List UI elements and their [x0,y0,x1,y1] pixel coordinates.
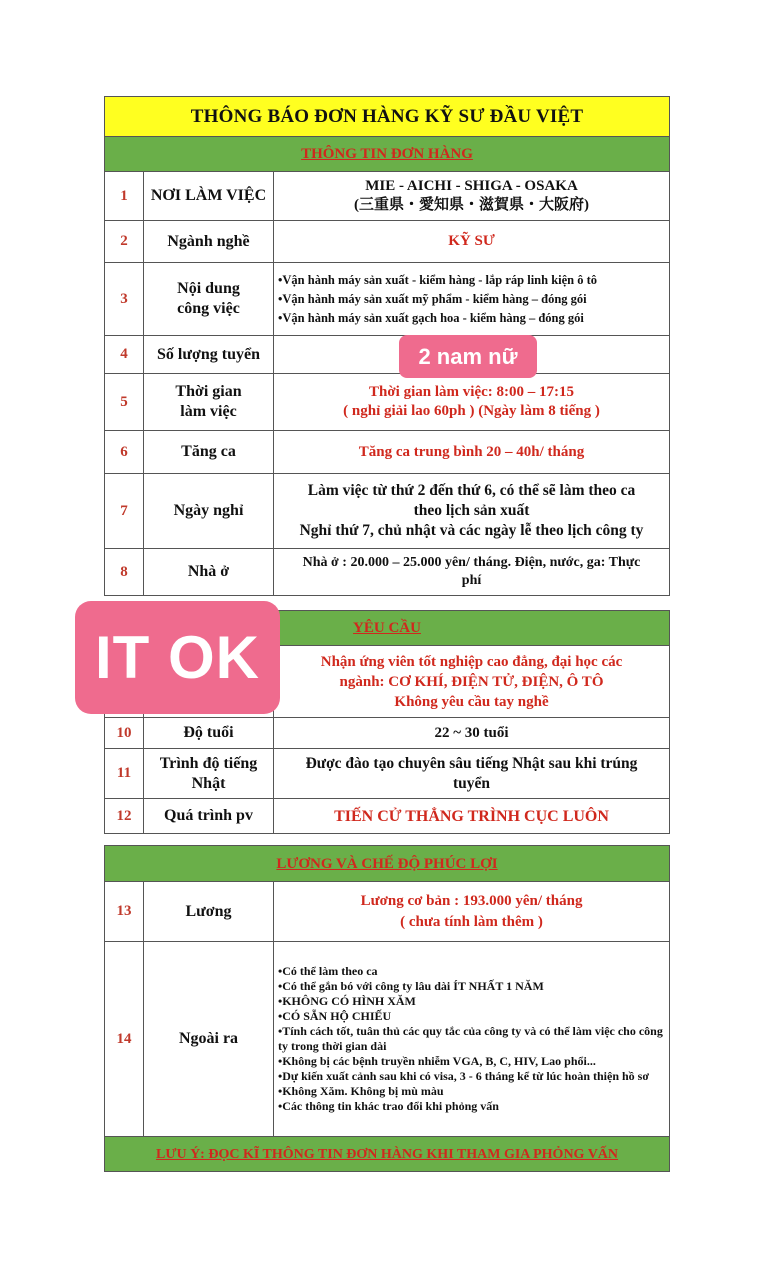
salary-note: ( chưa tính làm thêm ) [400,913,543,930]
job-field-value: KỸ SƯ [274,221,670,263]
table-row [105,749,670,799]
list-item: • Có thể làm theo ca [278,964,665,979]
japanese-level-line: Được đào tạo chuyên sâu tiếng Nhật sau khi trúng [305,754,638,772]
row-label-line: Thời gian [175,383,242,400]
row-label [144,374,274,431]
list-item: • Tính cách tốt, tuân thủ các quy tắc của công ty và có thể làm việc cho công ty trong thời gian dài [278,1024,665,1054]
days-off-line: Làm việc từ thứ 2 đến thứ 6, có thể sẽ làm theo ca [307,482,636,499]
row-label: Quá trình pv [144,799,274,834]
row-number: 1 [105,172,144,221]
order-info-table [104,96,669,596]
row-number: 6 [105,431,144,474]
list-item: • Không Xăm. Không bị mù màu [278,1084,665,1099]
table-row [105,942,670,1137]
row-label: Độ tuổi [144,718,274,749]
list-item: • KHÔNG CÓ HÌNH XĂM [278,994,665,1009]
base-salary: Lương cơ bản : 193.000 yên/ tháng [360,892,583,909]
row-label: NƠI LÀM VIỆC [144,172,274,221]
row-number: 12 [105,799,144,834]
table-row [105,336,670,374]
work-hours: Thời gian làm việc: 8:00 – 17:15 [369,384,574,400]
days-off-line: Nghỉ thứ 7, chủ nhật và các ngày lễ theo lịch công ty [299,522,644,539]
table-row [105,882,670,942]
days-off-line: theo lịch sản xuất [413,502,530,519]
housing-line: phí [461,573,482,588]
row-number: 13 [105,882,144,942]
footer-note: LƯU Ý: ĐỌC KĨ THÔNG TIN ĐƠN HÀNG KHI THAM GIA PHỎNG VẤN [155,1147,619,1162]
salary-table [104,845,669,1172]
row-label-line: công việc [177,300,240,317]
row-number: 14 [105,942,144,1137]
interview-process-value: TIẾN CỬ THẲNG TRÌNH CỤC LUÔN [274,799,670,834]
break-time: ( nghỉ giải lao 60ph ) (Ngày làm 8 tiếng ) [343,403,600,419]
row-label-line: Nội dung [177,280,240,297]
row-number: 5 [105,374,144,431]
table-row [105,263,670,336]
table-row [105,549,670,596]
section-header-requirements: YÊU CẦU [353,620,421,636]
education-line: Không yêu cầu tay nghề [394,693,549,710]
row-label-line: Nhật [191,774,226,792]
overtime-value: Tăng ca trung bình 20 – 40h/ tháng [274,431,670,474]
table-row [105,718,670,749]
list-item: • Vận hành máy sản xuất - kiểm hàng - lắp ráp linh kiện ô tô [278,271,665,290]
it-ok-sticker: IT OK [75,601,280,714]
quantity-sticker: 2 nam nữ [399,335,537,378]
table-row [105,172,670,221]
table-row [105,431,670,474]
table-row [105,374,670,431]
japanese-level-line: tuyển [452,774,491,792]
page-title: THÔNG BÁO ĐƠN HÀNG KỸ SƯ ĐẦU VIỆT [105,97,670,137]
table-row [105,474,670,549]
education-line: ngành: CƠ KHÍ, ĐIỆN TỬ, ĐIỆN, Ô TÔ [339,673,604,690]
workplace-cities: MIE - AICHI - SHIGA - OSAKA [365,178,578,194]
row-number: 3 [105,263,144,336]
education-line: Nhận ứng viên tốt nghiệp cao đẳng, đại học các [320,653,623,670]
row-label: Ngày nghỉ [144,474,274,549]
row-label-line: làm việc [180,403,237,420]
row-number: 7 [105,474,144,549]
list-item: • Các thông tin khác trao đổi khi phỏng vấn [278,1099,665,1114]
row-number: 10 [105,718,144,749]
row-number: 8 [105,549,144,596]
section-header-salary: LƯƠNG VÀ CHẾ ĐỘ PHÚC LỢI [276,855,498,872]
row-label [144,263,274,336]
row-number: 11 [105,749,144,799]
list-item: • Không bị các bệnh truyền nhiễm VGA, B, C, HIV, Lao phổi... [278,1054,665,1069]
table-row [105,221,670,263]
list-item: • Vận hành máy sản xuất mỹ phẩm - kiểm hàng – đóng gói [278,290,665,309]
section-header-order-info: THÔNG TIN ĐƠN HÀNG [301,146,473,162]
row-label: Ngành nghề [144,221,274,263]
row-label: Lương [144,882,274,942]
row-number: 2 [105,221,144,263]
list-item: • Dự kiến xuất cảnh sau khi có visa, 3 - 6 tháng kể từ lúc hoàn thiện hồ sơ [278,1069,665,1084]
table-row [105,799,670,834]
job-content-list [274,269,669,330]
list-item: • Vận hành máy sản xuất gạch hoa - kiểm hàng – đóng gói [278,309,665,328]
row-label: Tăng ca [144,431,274,474]
workplace-prefectures: (三重県・愛知県・滋賀県・大阪府) [354,197,590,213]
row-label: Ngoài ra [144,942,274,1137]
row-label [144,749,274,799]
row-label: Số lượng tuyển [144,336,274,374]
row-number: 4 [105,336,144,374]
list-item: • CÓ SẴN HỘ CHIẾU [278,1009,665,1024]
row-label-line: Trình độ tiếng [159,754,258,772]
row-label: Nhà ở [144,549,274,596]
age-value: 22 ~ 30 tuổi [274,718,670,749]
list-item: • Có thể gắn bó với công ty lâu dài ÍT NHẤT 1 NĂM [278,979,665,994]
other-requirements-list [274,962,669,1116]
housing-line: Nhà ở : 20.000 – 25.000 yên/ tháng. Điện, nước, ga: Thực [302,555,641,570]
